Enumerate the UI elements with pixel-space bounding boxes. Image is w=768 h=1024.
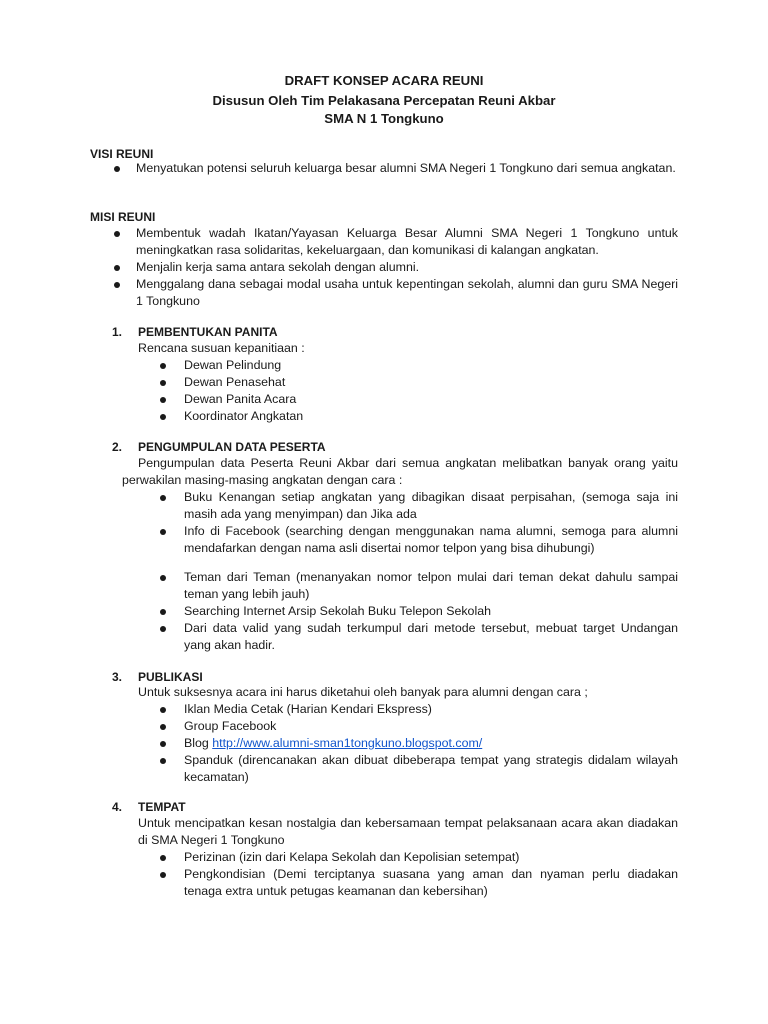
bullet-icon [114,166,120,172]
list-item: Pengkondisian (Demi terciptanya suasana yang aman dan nyaman perlu diadakan tenaga extra untuk petugas keamanan dan kebersihan) [184,867,678,898]
list-item: Dewan Pelindung [184,358,282,372]
bullet-icon [160,363,166,369]
list-item: Koordinator Angkatan [184,409,304,423]
bullet-icon [160,609,166,615]
bullet-icon [160,724,166,730]
section-intro: Untuk mencipatkan kesan nostalgia dan kebersamaan tempat pelaksanaan acara akan diadakan di SMA Negeri 1 Tongkuno [138,816,678,847]
list-item: Buku Kenangan setiap angkatan yang dibagikan disaat perpisahan, (semoga saja ini masih ada yang menyimpan) dan Jika ada [184,490,678,521]
bullet-icon [160,741,166,747]
list-item: Dewan Panita Acara [184,392,297,406]
list-item: Iklan Media Cetak (Harian Kendari Ekspress) [184,702,432,716]
list-item-blog [184,735,482,752]
section-title-tempat: TEMPAT [138,800,186,814]
bullet-icon [160,414,166,420]
blog-label: Blog [184,736,213,750]
misi-item: Menggalang dana sebagai modal usaha untuk kepentingan sekolah, alumni dan guru SMA Negeri 1 Tongkuno [136,277,678,308]
section-intro: Untuk suksesnya acara ini harus diketahui oleh banyak para alumni dengan cara ; [138,685,588,699]
bullet-icon [160,872,166,878]
bullet-icon [114,282,120,288]
section-number: 1. [112,325,123,339]
list-item: Group Facebook [184,719,277,733]
misi-heading: MISI REUNI [90,210,156,224]
visi-heading: VISI REUNI [90,147,154,161]
section-title-data-peserta: PENGUMPULAN DATA PESERTA [138,440,326,454]
visi-item: Menyatukan potensi seluruh keluarga besar alumni SMA Negeri 1 Tongkuno dari semua angkatan. [136,161,676,175]
bullet-icon [160,707,166,713]
document-title: DRAFT KONSEP ACARA REUNI [284,73,484,88]
misi-item: Membentuk wadah Ikatan/Yayasan Keluarga Besar Alumni SMA Negeri 1 Tongkuno untuk meningkatkan rasa solidaritas, kekeluargaan, dan komunikasi di kalangan angkatan. [136,226,678,257]
bullet-icon [160,380,166,386]
bullet-icon [114,265,120,271]
bullet-icon [114,231,120,237]
list-item: Teman dari Teman (menanyakan nomor telpon mulai dari teman dekat dahulu sampai teman yang lebih jauh) [184,570,678,601]
bullet-icon [160,495,166,501]
bullet-icon [160,758,166,764]
list-item: Dari data valid yang sudah terkumpul dari metode tersebut, mebuat target Undangan yang akan hadir. [184,621,678,652]
document-subtitle: Disusun Oleh Tim Pelakasana Percepatan Reuni Akbar [212,93,556,108]
list-item: Dewan Penasehat [184,375,286,389]
section-intro: Rencana susuan kepanitiaan : [138,341,305,355]
bullet-icon [160,626,166,632]
bullet-icon [160,575,166,581]
bullet-icon [160,397,166,403]
section-title-panitia: PEMBENTUKAN PANITA [138,325,278,339]
section-intro: Pengumpulan data Peserta Reuni Akbar dari semua angkatan melibatkan banyak orang yaitu perwakilan masing-masing angkatan dengan cara : [122,456,678,487]
section-number: 4. [112,800,123,814]
section-title-publikasi: PUBLIKASI [138,670,203,684]
list-item: Spanduk (direncanakan akan dibuat dibeberapa tempat yang strategis didalam wilayah kecamatan) [184,753,678,784]
list-item: Info di Facebook (searching dengan menggunakan nama alumni, semoga para alumni mendafarkan dengan nama asli disertai nomor telpon yang bisa dihubungi) [184,524,678,555]
bullet-icon [160,855,166,861]
document-school: SMA N 1 Tongkuno [324,111,444,126]
misi-item: Menjalin kerja sama antara sekolah dengan alumni. [136,260,420,274]
blog-link[interactable]: http://www.alumni-sman1tongkuno.blogspot.com/ [212,736,483,750]
list-item: Perizinan (izin dari Kelapa Sekolah dan Kepolisian setempat) [184,850,520,864]
section-number: 3. [112,670,123,684]
list-item: Searching Internet Arsip Sekolah Buku Telepon Sekolah [184,604,491,618]
section-number: 2. [112,440,123,454]
bullet-icon [160,529,166,535]
